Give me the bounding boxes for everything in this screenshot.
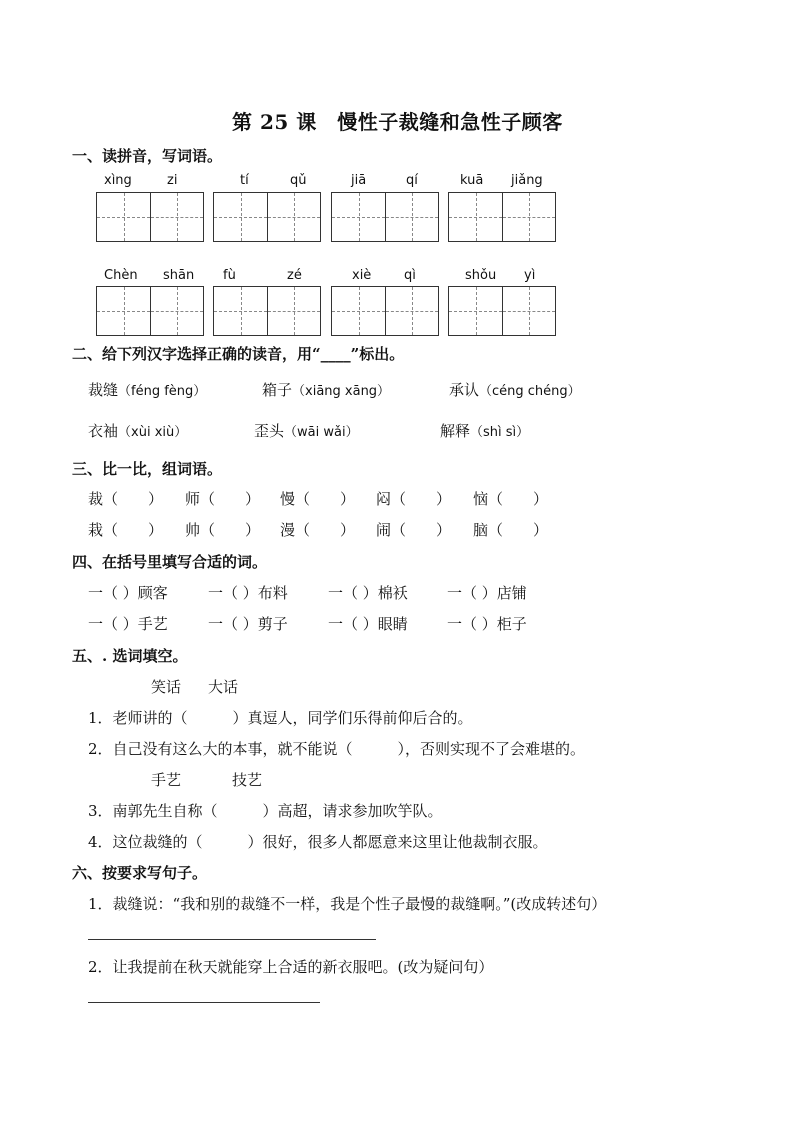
writing-grid[interactable] [96, 192, 204, 242]
question[interactable]: 1．老师讲的（ ）真逗人，同学们乐得前仰后合的。 [88, 709, 473, 727]
pinyin-label: tí [240, 173, 249, 188]
fill-item[interactable]: 一（ ）顾客 [88, 584, 168, 602]
pinyin-label: jiǎng [511, 173, 543, 188]
section-2-heading: 二、给下列汉字选择正确的读音，用“____”标出。 [72, 345, 405, 363]
pinyin-label: xìng [104, 173, 132, 188]
question[interactable]: 4．这位裁缝的（ ）很好，很多人都愿意来这里让他裁制衣服。 [88, 833, 548, 851]
word-choice: 技艺 [232, 771, 263, 789]
pinyin-options[interactable]: （céng chéng） [479, 384, 581, 399]
word: 解释 [440, 422, 471, 440]
word: 承认 [449, 381, 480, 399]
writing-grid[interactable] [331, 286, 439, 336]
word: 箱子 [262, 381, 293, 399]
compare-item[interactable]: 师（ ） [185, 490, 261, 508]
word-item [88, 420, 187, 441]
writing-grid[interactable] [448, 192, 556, 242]
word-item [88, 379, 206, 400]
word-item [440, 420, 529, 441]
pinyin-label: shǒu [465, 268, 497, 283]
writing-grid[interactable] [213, 192, 321, 242]
compare-item[interactable]: 慢（ ） [280, 490, 356, 508]
question: 1．裁缝说：“我和别的裁缝不一样，我是个性子最慢的裁缝啊。”(改成转述句） [88, 895, 607, 913]
writing-grid[interactable] [331, 192, 439, 242]
question[interactable]: 3．南郭先生自称（ ）高超，请求参加吹竽队。 [88, 802, 443, 820]
fill-item[interactable]: 一（ ）剪子 [208, 615, 288, 633]
fill-item[interactable]: 一（ ）手艺 [88, 615, 168, 633]
writing-grid[interactable] [448, 286, 556, 336]
compare-item[interactable]: 恼（ ） [473, 490, 549, 508]
pinyin-label: qì [404, 268, 416, 283]
pinyin-label: fù [223, 268, 236, 283]
pinyin-options[interactable]: （wāi wǎi） [284, 425, 359, 440]
compare-item[interactable]: 帅（ ） [185, 521, 261, 539]
section-1-heading: 一、读拼音，写词语。 [72, 147, 223, 165]
section-4-heading: 四、在括号里填写合适的词。 [72, 553, 268, 571]
compare-item[interactable]: 闷（ ） [376, 490, 452, 508]
word-choice: 大话 [208, 678, 239, 696]
page-title: 第 25 课 慢性子裁缝和急性子顾客 [232, 110, 563, 134]
compare-item[interactable]: 脑（ ） [473, 521, 549, 539]
pinyin-label: xiè [352, 268, 372, 283]
answer-line[interactable] [88, 1002, 320, 1003]
question[interactable]: 2．自己没有这么大的本事，就不能说（ ），否则实现不了会难堪的。 [88, 740, 586, 758]
section-3-heading: 三、比一比，组词语。 [72, 460, 223, 478]
pinyin-label: qǔ [290, 173, 307, 188]
pinyin-options[interactable]: （xiāng xāng） [292, 384, 391, 399]
writing-grid[interactable] [96, 286, 204, 336]
fill-item[interactable]: 一（ ）店铺 [447, 584, 527, 602]
word: 衣袖 [88, 422, 119, 440]
pinyin-options[interactable]: （xùi xiù） [118, 425, 188, 440]
word: 裁缝 [88, 381, 119, 399]
pinyin-label: yì [524, 268, 536, 283]
pinyin-options[interactable]: （shì sì） [470, 425, 530, 440]
word-item [254, 420, 359, 441]
section-5-heading: 五、. 选词填空。 [72, 647, 188, 665]
pinyin-label: zi [167, 173, 178, 188]
fill-item[interactable]: 一（ ）布料 [208, 584, 288, 602]
compare-item[interactable]: 漫（ ） [280, 521, 356, 539]
compare-item[interactable]: 裁（ ） [88, 490, 164, 508]
word: 歪头 [254, 422, 285, 440]
pinyin-label: qí [406, 173, 418, 188]
writing-grid[interactable] [213, 286, 321, 336]
pinyin-label: jiā [351, 173, 367, 188]
fill-item[interactable]: 一（ ）柜子 [447, 615, 527, 633]
word-item [262, 379, 390, 400]
pinyin-label: kuā [460, 173, 484, 188]
pinyin-options[interactable]: （féng fèng） [118, 384, 207, 399]
compare-item[interactable]: 闹（ ） [376, 521, 452, 539]
pinyin-label: Chèn [104, 268, 138, 283]
fill-item[interactable]: 一（ ）棉袄 [328, 584, 408, 602]
word-item [449, 379, 581, 400]
fill-item[interactable]: 一（ ）眼睛 [328, 615, 408, 633]
question: 2．让我提前在秋天就能穿上合适的新衣服吧。(改为疑问句） [88, 958, 494, 976]
word-choice: 笑话 [151, 678, 182, 696]
pinyin-label: shān [163, 268, 195, 283]
word-choice: 手艺 [151, 771, 182, 789]
section-6-heading: 六、按要求写句子。 [72, 864, 208, 882]
answer-line[interactable] [88, 939, 376, 940]
compare-item[interactable]: 栽（ ） [88, 521, 164, 539]
pinyin-label: zé [287, 268, 302, 283]
